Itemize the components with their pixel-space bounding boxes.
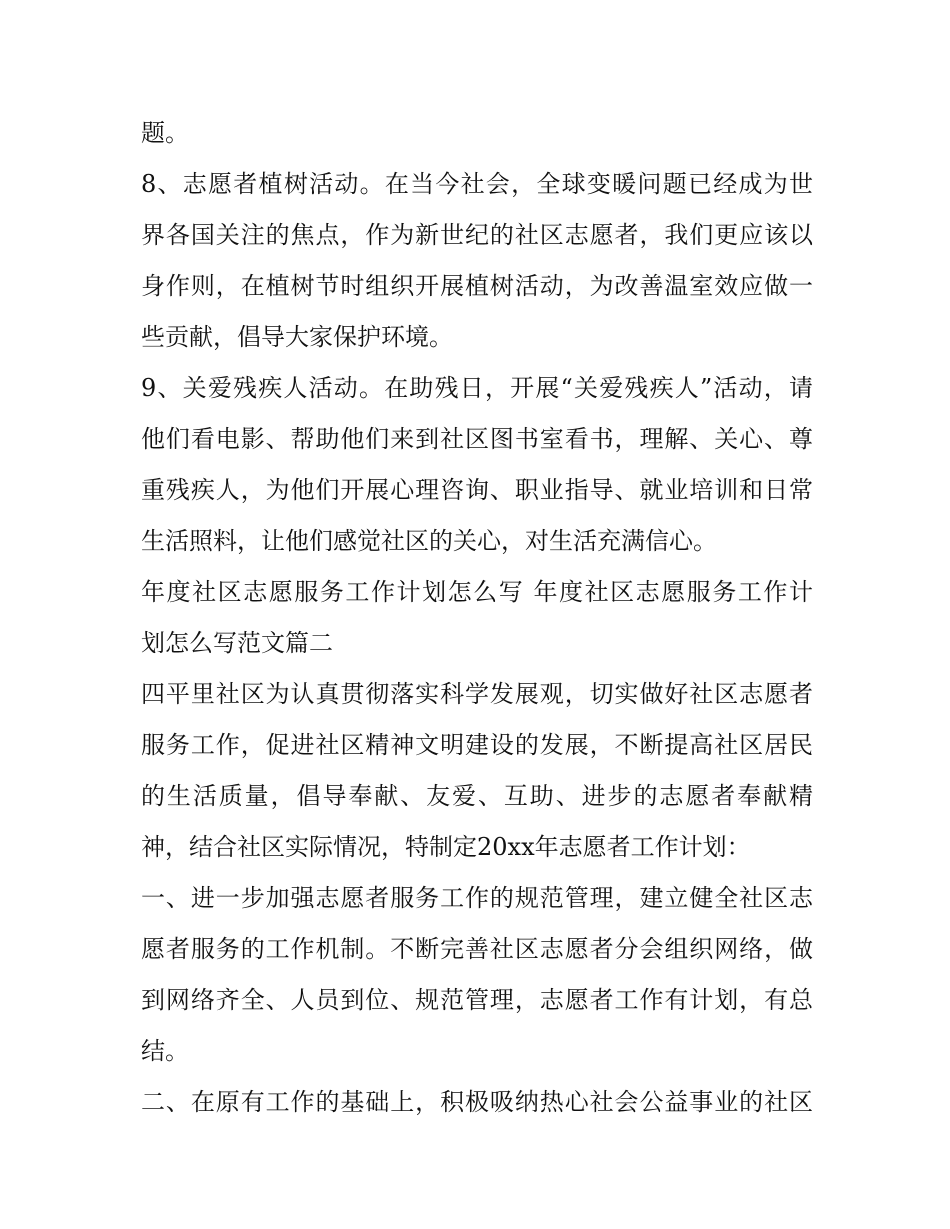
text-line-9: 生活照料，让他们感觉社区的关心，对生活充满信心。 bbox=[141, 527, 717, 555]
text-line-8: 重残疾人，为他们开展心理咨询、职业指导、就业培训和日常 bbox=[141, 476, 813, 504]
text-line-20: 二、在原有工作的基础上，积极吸纳热心社会公益事业的社区 bbox=[141, 1088, 813, 1116]
text-line-13: 服务工作，促进社区精神文明建设的发展，不断提高社区居民 bbox=[141, 731, 813, 759]
text-line-1: 题。 bbox=[141, 119, 189, 147]
text-line-19: 结。 bbox=[141, 1037, 189, 1065]
text-line-15: 神，结合社区实际情况，特制定20xx年志愿者工作计划： bbox=[141, 833, 751, 861]
text-line-14: 的生活质量，倡导奉献、友爱、互助、进步的志愿者奉献精 bbox=[141, 782, 813, 810]
text-line-10: 年度社区志愿服务工作计划怎么写 年度社区志愿服务工作计 bbox=[141, 578, 813, 606]
text-line-17: 愿者服务的工作机制。不断完善社区志愿者分会组织网络，做 bbox=[141, 935, 813, 963]
text-line-2: 8、志愿者植树活动。在当今社会，全球变暖问题已经成为世 bbox=[141, 170, 813, 198]
text-line-11: 划怎么写范文篇二 bbox=[141, 629, 333, 657]
text-line-16: 一、进一步加强志愿者服务工作的规范管理，建立健全社区志 bbox=[141, 884, 813, 912]
text-line-5: 些贡献，倡导大家保护环境。 bbox=[141, 323, 453, 351]
text-line-6: 9、关爱残疾人活动。在助残日，开展“关爱残疾人”活动，请 bbox=[141, 374, 813, 402]
text-line-3: 界各国关注的焦点，作为新世纪的社区志愿者，我们更应该以 bbox=[141, 221, 813, 249]
text-line-4: 身作则，在植树节时组织开展植树活动，为改善温室效应做一 bbox=[141, 272, 813, 300]
text-line-18: 到网络齐全、人员到位、规范管理，志愿者工作有计划，有总 bbox=[141, 986, 813, 1014]
text-line-12: 四平里社区为认真贯彻落实科学发展观，切实做好社区志愿者 bbox=[141, 680, 813, 708]
text-line-7: 他们看电影、帮助他们来到社区图书室看书，理解、关心、尊 bbox=[141, 425, 813, 453]
document-body bbox=[141, 108, 813, 1128]
